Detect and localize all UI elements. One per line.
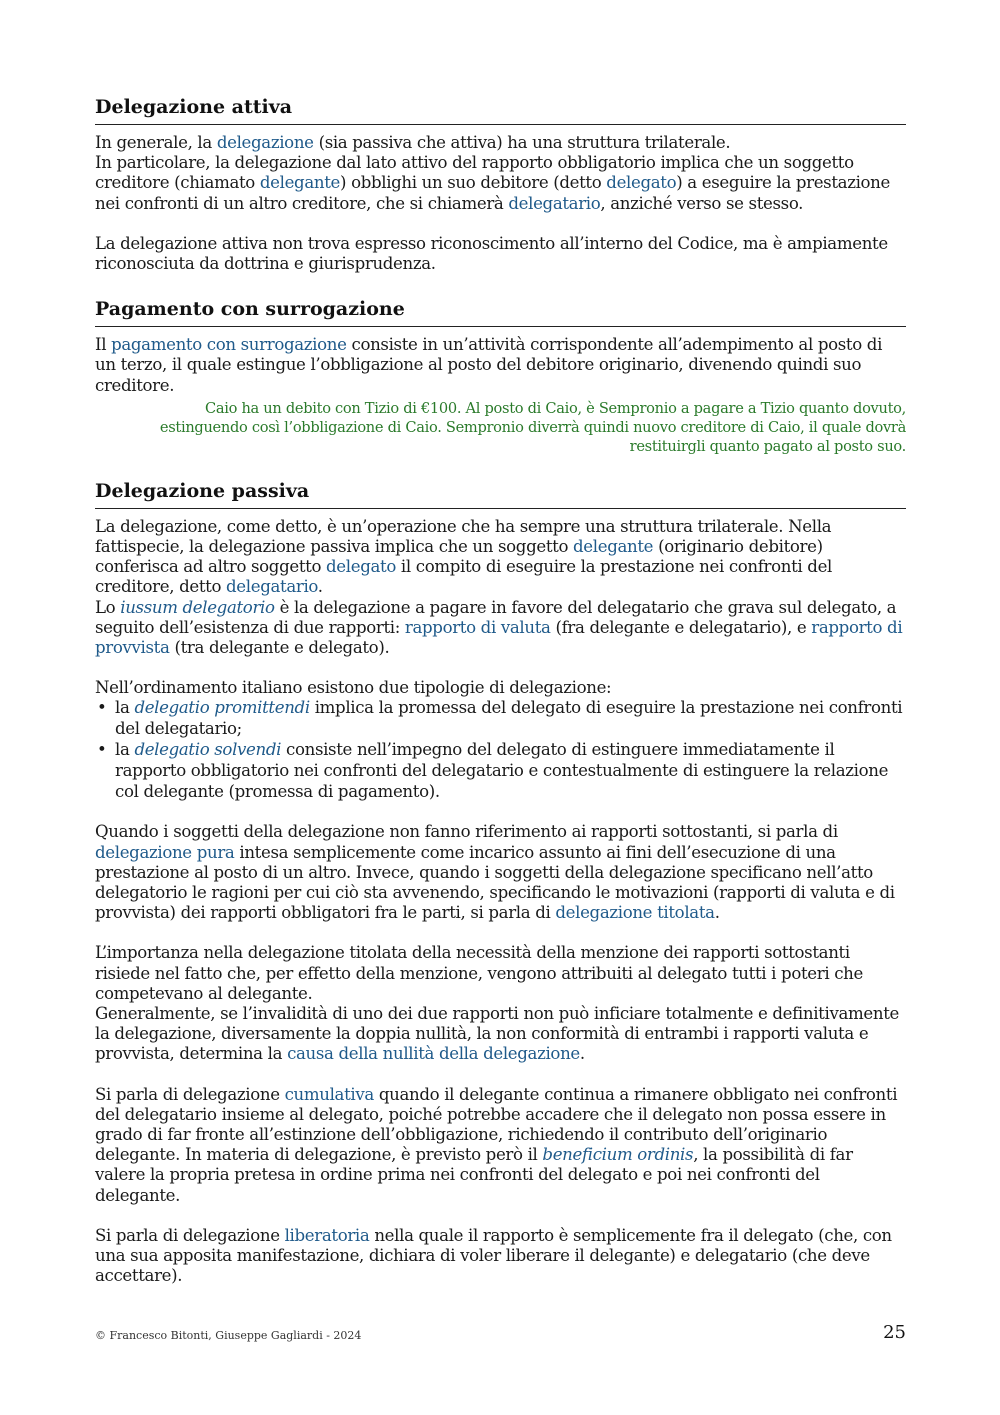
paragraph [95, 517, 906, 658]
paragraph [95, 234, 906, 274]
term-link: delegatario [226, 577, 318, 597]
paragraph [95, 943, 906, 1064]
text-run: La delegazione attiva non trova espresso riconoscimento all’interno del Codice, ma è ampiamente riconosciuta da dottrina e giurisprudenza. [95, 233, 888, 274]
term-link: iussum delegatorio [120, 597, 275, 617]
section-delegazione-passiva [95, 478, 906, 1287]
text-run: la [115, 698, 135, 718]
text-run: il compito di eseguire la prestazione nei confronti del creditore, detto [95, 557, 832, 597]
section-heading: Delegazione passiva [95, 478, 906, 509]
text-run: Nell’ordinamento italiano esistono due tipologie di delegazione: [95, 678, 612, 698]
text-run: consiste in un’attività corrispondente all’adempimento al posto di un terzo, il quale estingue l’obbligazione al posto del debitore originario, divenendo quindi suo creditore. [95, 335, 883, 395]
text-run: . [714, 903, 720, 923]
paragraph [95, 678, 906, 698]
text-run: nella quale il rapporto è semplicemente fra il delegato (che, con una sua apposita manifestazione, dichiara di voler liberare il delegante) e delegatario (che deve accettare). [95, 1225, 892, 1286]
bullet-list [95, 698, 906, 802]
text-run: (sia passiva che attiva) ha una struttura trilaterale. [313, 133, 731, 152]
list-item [95, 698, 906, 740]
term-link: pagamento con surrogazione [111, 335, 347, 355]
section-pagamento-surrogazione [95, 296, 906, 456]
text-run: consiste nell’impegno del delegato di estinguere immediatamente il rapporto obbligatorio nei confronti del delegatario e contestualmente di estinguere la relazione col delegante (promessa di pagamento). [115, 740, 889, 801]
text-run: la [115, 740, 135, 760]
paragraph [95, 1226, 906, 1287]
text-run: Si parla di delegazione [95, 1084, 285, 1104]
text-run: La delegazione, come detto, è un’operazione che ha sempre una struttura trilaterale. Nella fattispecie, la delegazione passiva implica che un soggetto [95, 516, 832, 557]
section-heading: Pagamento con surrogazione [95, 296, 906, 327]
term-link: liberatoria [284, 1225, 370, 1245]
text-run: Generalmente, se l’invalidità di uno dei due rapporti non può inficiare totalmente e definitivamente la delegazione, diversamente la doppia nullità, la non conformità di entrambi i rapporti valuta e provvista, determina la [95, 1004, 900, 1064]
term-link: delegatario [508, 193, 601, 213]
page-number: 25 [883, 1322, 906, 1343]
term-link: cumulativa [284, 1084, 374, 1104]
section-heading: Delegazione attiva [95, 94, 906, 125]
paragraph [95, 133, 906, 214]
example-box [95, 399, 906, 456]
text-run: In generale, la [95, 133, 217, 152]
text-run: L’importanza nella delegazione titolata della necessità della menzione dei rapporti sottostanti risiede nel fatto che, per effetto della menzione, vengono attribuiti al delegato tutti i poteri che competevano al delegante. [95, 943, 863, 1003]
text-run: implica la promessa del delegato di eseguire la prestazione nei confronti del delegatario; [115, 698, 903, 739]
term-link: delegatio promittendi [134, 698, 310, 718]
text-run: (fra delegante e delegatario), e [550, 617, 812, 637]
term-link: delegatio solvendi [134, 740, 282, 760]
term-link: delegante [573, 537, 654, 557]
text-run: , anziché verso se stesso. [600, 193, 804, 213]
text-run: In particolare, la delegazione dal lato attivo del rapporto obbligatorio implica che un soggetto creditore (chiamato [95, 153, 854, 193]
text-run: Lo [95, 597, 121, 617]
term-link: delegato [326, 557, 396, 577]
text-run: (originario debitore) conferisca ad altro soggetto [95, 537, 823, 577]
text-run: è la delegazione a pagare in favore del delegatario che grava sul delegato, a seguito dell’esistenza di due rapporti: [95, 597, 897, 637]
text-run: . [317, 577, 323, 597]
text-run: , la possibilità di far valere la propria pretesa in ordine prima nei confronti del delegato e poi nei confronti del delegante. [95, 1145, 853, 1205]
term-link: delegazione pura [95, 842, 235, 862]
term-link: delegante [259, 173, 341, 193]
text-run: Caio ha un debito con Tizio di €100. Al posto di Caio, è Sempronio a pagare a Tizio quanto dovuto, [205, 399, 906, 417]
text-run: estinguendo così l’obbligazione di Caio. Sempronio diverrà quindi nuovo creditore di Caio, il quale dovrà [159, 418, 906, 436]
term-link: delegazione [216, 133, 314, 152]
section-delegazione-attiva [95, 94, 906, 274]
list-item [95, 740, 906, 802]
document-page [95, 94, 906, 1287]
footer-copyright: © Francesco Bitonti, Giuseppe Gagliardi - 2024 [95, 1329, 362, 1342]
term-link: rapporto di valuta [404, 617, 551, 637]
term-link: beneficium ordinis [542, 1145, 694, 1165]
bullet-icon: • [97, 698, 107, 718]
text-run: ) a eseguire la prestazione nei confronti di un altro creditore, che si chiamerà [95, 173, 890, 213]
text-run: . [579, 1044, 585, 1064]
text-run: Si parla di delegazione [95, 1225, 285, 1245]
paragraph [95, 335, 906, 396]
text-run: intesa semplicemente come incarico assunto ai fini dell’esecuzione di una prestazione al posto di un altro. Invece, quando i soggetti della delegazione specificano nell’atto delegatorio le ragioni per cui ciò sta avvenendo, specificando le motivazioni (rapporti di valuta e di provvista) dei rapporti obbligatori fra le parti, si parla di [95, 842, 895, 923]
term-link: delegazione titolata [555, 903, 715, 923]
text-run: (tra delegante e delegato). [169, 638, 390, 658]
term-link: causa della nullità della delegazione [287, 1044, 580, 1064]
term-link: rapporto di provvista [95, 617, 903, 658]
text-run: quando il delegante continua a rimanere obbligato nei confronti del delegatario insieme al delegato, poiché potrebbe accadere che il delegato non possa essere in grado di far fronte all’estinzione dell’obbligazione, richiedendo il contributo dell’originario delegante. In materia di delegazione, è previsto però il [95, 1084, 898, 1165]
bullet-icon: • [97, 740, 107, 760]
text-run: Il [95, 335, 112, 355]
term-link: delegato [606, 173, 677, 193]
text-run: restituirgli quanto pagato al posto suo. [629, 437, 906, 455]
paragraph [95, 822, 906, 923]
text-run: Quando i soggetti della delegazione non fanno riferimento ai rapporti sottostanti, si parla di [95, 822, 838, 842]
text-run: ) obblighi un suo debitore (detto [340, 173, 607, 193]
paragraph [95, 1085, 906, 1206]
